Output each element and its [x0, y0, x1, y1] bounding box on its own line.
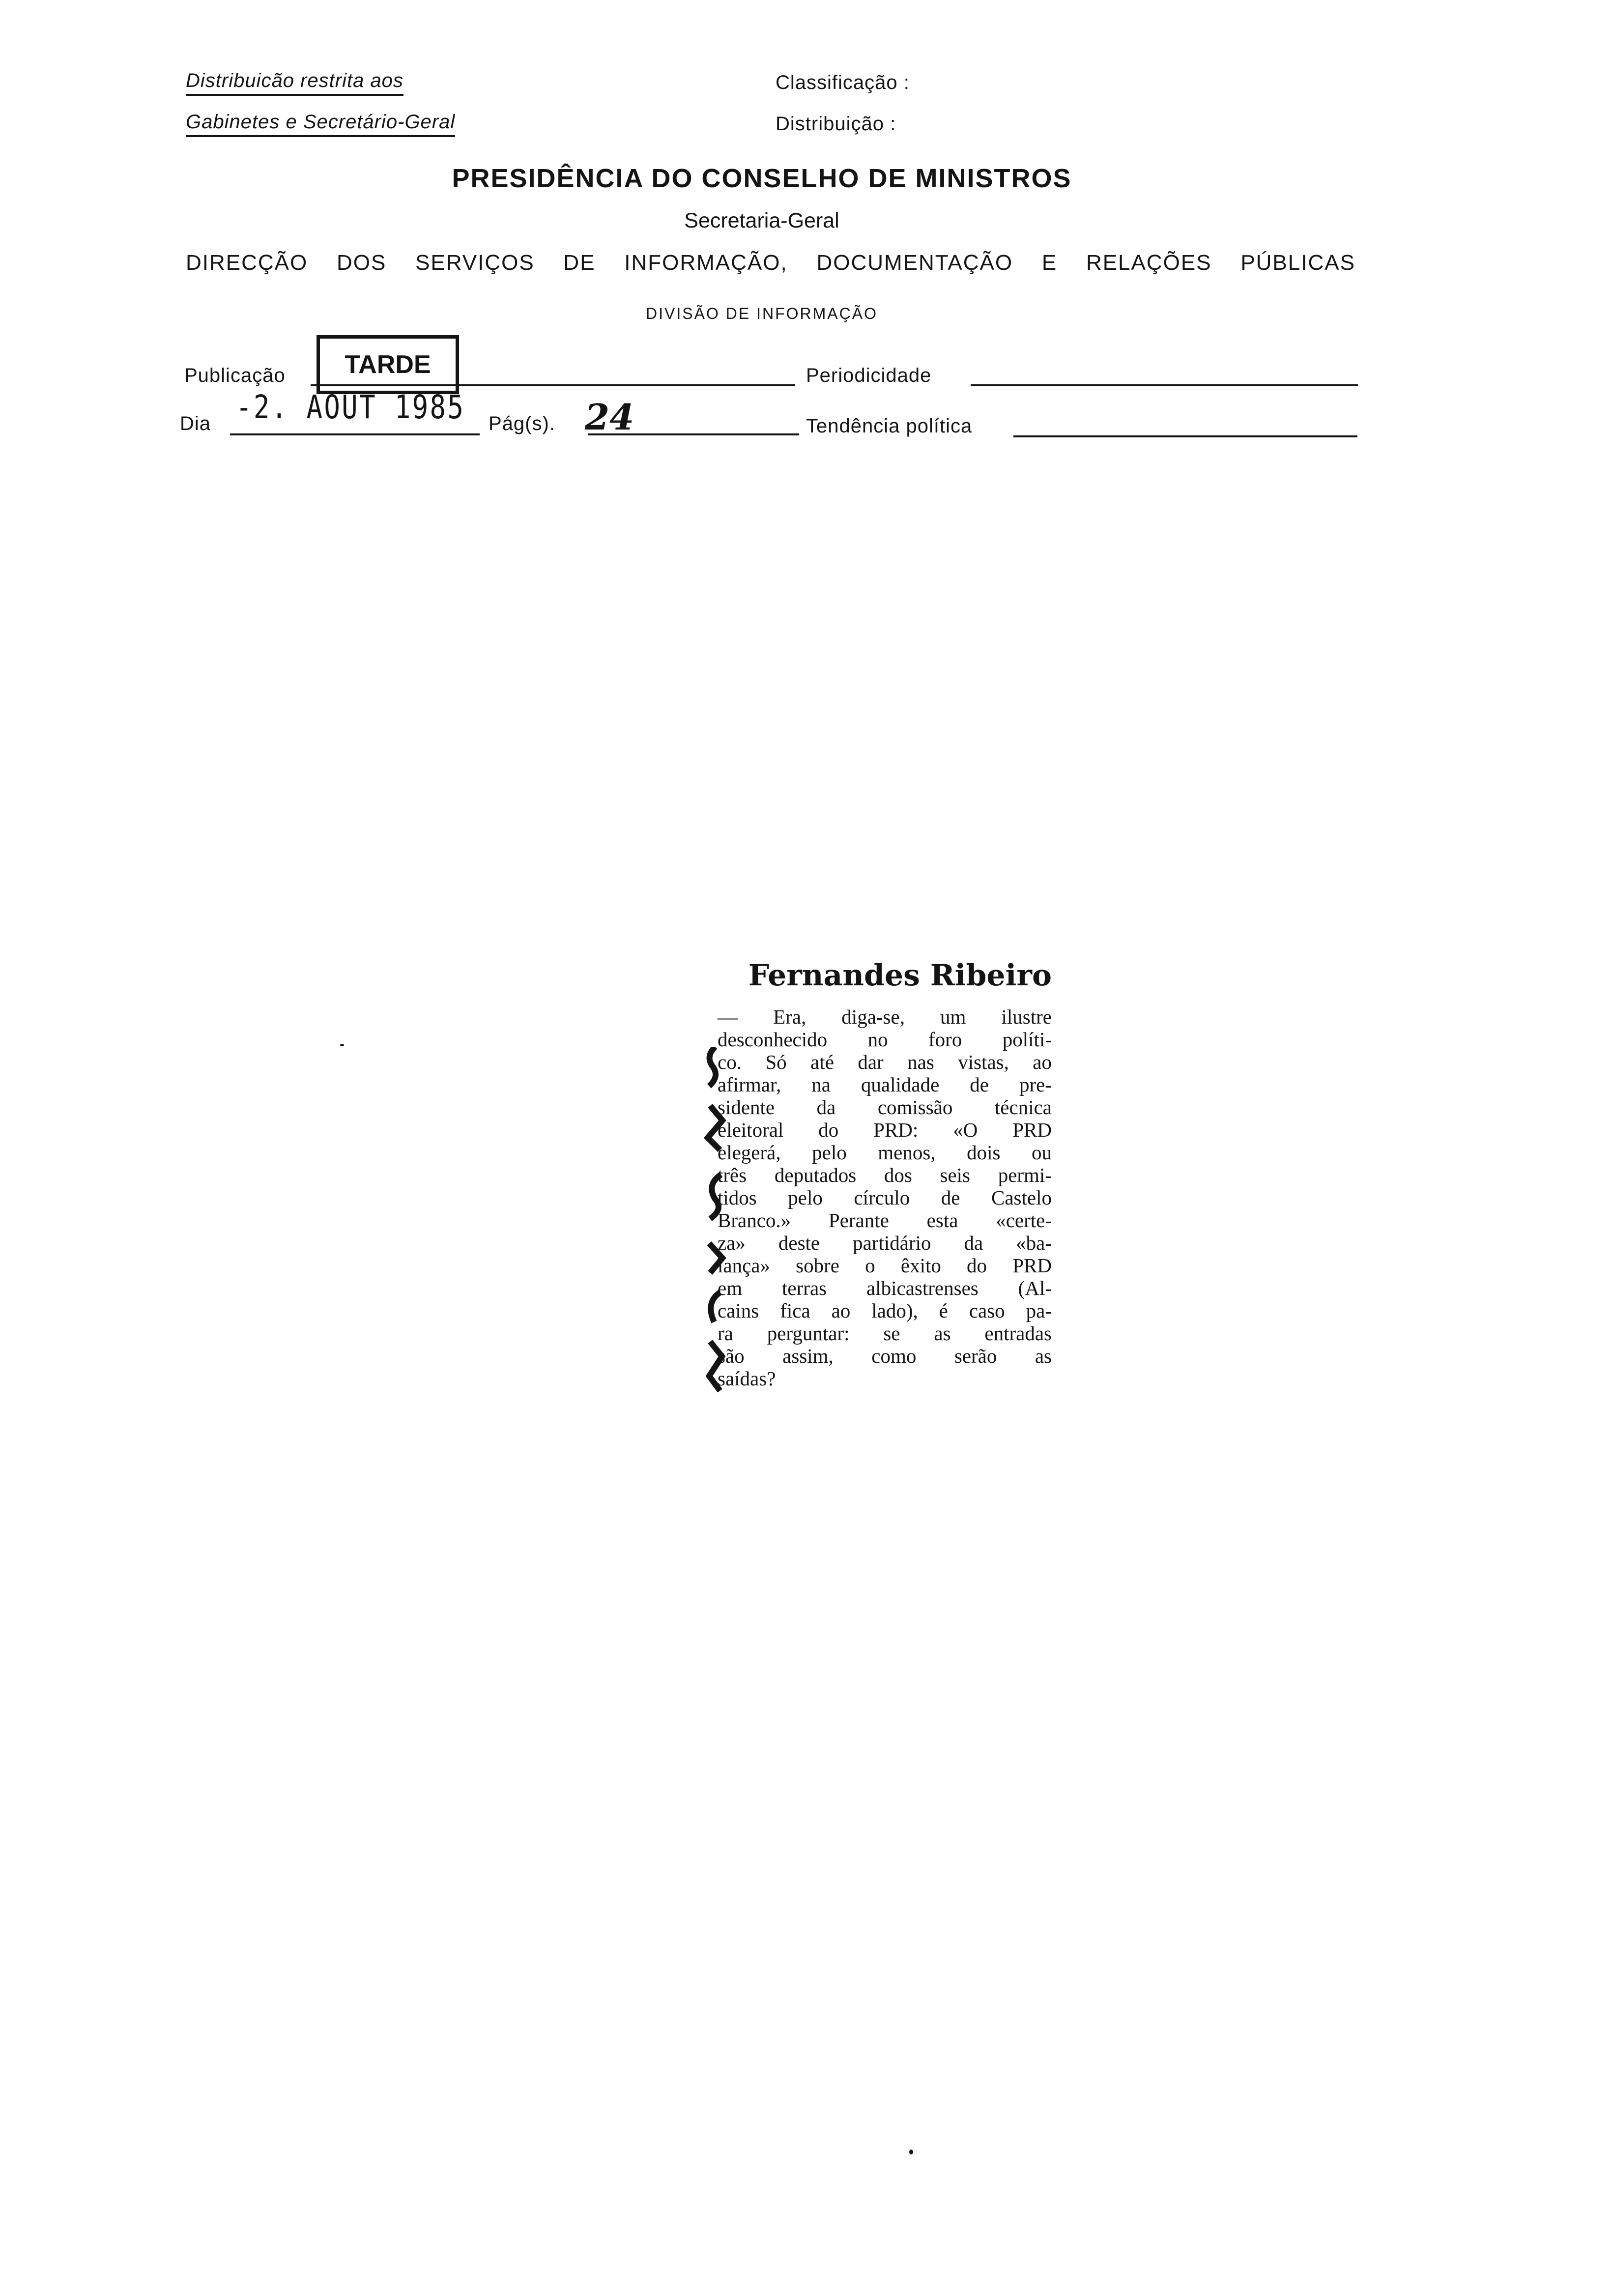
- distribution-label: Distribuição :: [776, 113, 896, 135]
- clipping-body: [718, 1005, 1052, 1390]
- clipping-line: sidente da comissão técnica: [718, 1096, 1052, 1119]
- clipping-line: ra perguntar: se as entradas: [718, 1322, 1052, 1345]
- clipping-line: co. Só até dar nas vistas, ao: [718, 1051, 1052, 1073]
- publication-label: Publicação: [184, 365, 286, 386]
- clipping-line: saídas?: [718, 1367, 776, 1390]
- clipping-line: Branco.» Perante esta «certe-: [718, 1209, 1052, 1232]
- pages-handwritten-value: 24: [585, 396, 634, 438]
- division-label: DIVISÃO DE INFORMAÇÃO: [646, 305, 878, 322]
- page-subtitle: Secretaria-Geral: [684, 209, 839, 232]
- clipping-line: lança» sobre o êxito do PRD: [718, 1254, 1052, 1277]
- tendency-label: Tendência política: [806, 415, 973, 437]
- direction-word: DOS: [336, 251, 387, 275]
- direction-word: DOCUMENTAÇÃO: [816, 251, 1013, 275]
- clipping-line: tidos pelo círculo de Castelo: [718, 1186, 1052, 1209]
- direction-word: E: [1041, 251, 1058, 275]
- clipping-line: za» deste partidário da «ba-: [718, 1232, 1052, 1254]
- direction-word: DE: [563, 251, 596, 275]
- clipping-line: cains fica ao lado), é caso pa-: [718, 1299, 1052, 1322]
- clipping-line: — Era, diga-se, um ilustre: [718, 1005, 1052, 1028]
- scan-speck: [340, 1044, 344, 1046]
- clipping-line: desconhecido no foro políti-: [718, 1028, 1052, 1051]
- direction-word: RELAÇÕES: [1086, 251, 1212, 275]
- direction-word: DIRECÇÃO: [186, 251, 308, 275]
- classification-label: Classificação :: [776, 72, 910, 93]
- scan-speck: [909, 2150, 913, 2154]
- clipping-title: Fernandes Ribeiro: [748, 958, 1052, 993]
- clipping-line: são assim, como serão as: [718, 1345, 1052, 1367]
- restricted-distribution-line2: Gabinetes e Secretário-Geral: [186, 111, 455, 137]
- archive-stamp-marks: [700, 1047, 730, 1401]
- clipping-line: eleitoral do PRD: «O PRD: [718, 1119, 1052, 1141]
- direction-word: SERVIÇOS: [415, 251, 535, 275]
- direction-word: INFORMAÇÃO,: [624, 251, 788, 275]
- clipping-line: em terras albicastrenses (Al-: [718, 1277, 1052, 1299]
- clipping-line: afirmar, na qualidade de pre-: [718, 1073, 1052, 1096]
- direction-word: PÚBLICAS: [1240, 251, 1355, 275]
- pages-label: Pág(s).: [489, 413, 555, 434]
- periodicity-field-line: [971, 384, 1358, 386]
- day-label: Dia: [180, 413, 211, 434]
- newspaper-clipping: [718, 958, 1052, 1390]
- day-field-line: [230, 433, 480, 435]
- page-title: PRESIDÊNCIA DO CONSELHO DE MINISTROS: [452, 164, 1072, 193]
- clipping-line: elegerá, pelo menos, dois ou: [718, 1141, 1052, 1164]
- periodicity-label: Periodicidade: [806, 365, 932, 386]
- publication-stamp: TARDE: [317, 335, 459, 394]
- direction-line: [186, 251, 1355, 275]
- day-date-stamp: -2. AOUT 1985: [236, 388, 465, 426]
- clipping-line: três deputados dos seis permi-: [718, 1164, 1052, 1186]
- tendency-field-line: [1013, 435, 1357, 437]
- restricted-distribution-line1: Distribuicão restrita aos: [186, 70, 403, 96]
